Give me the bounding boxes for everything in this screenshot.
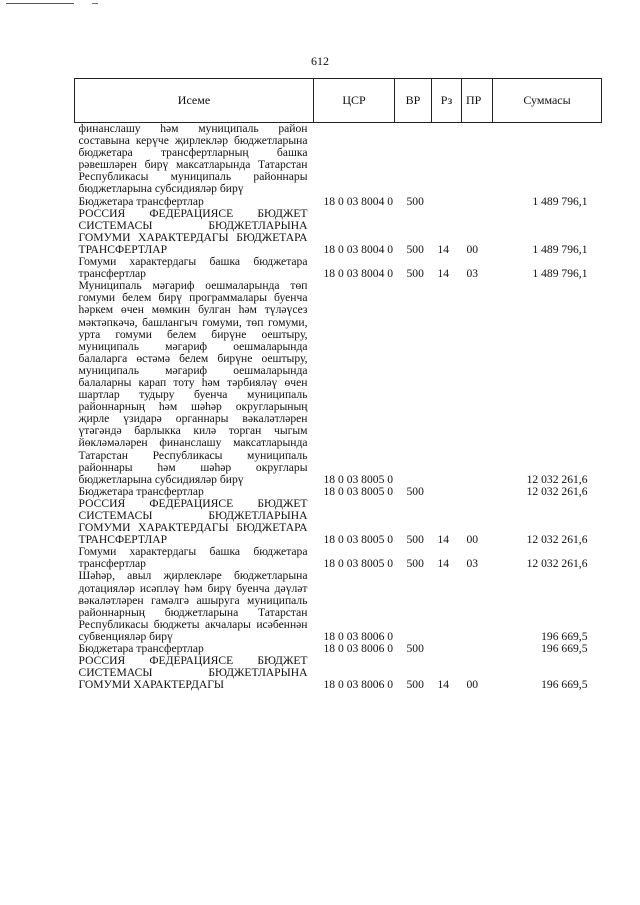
row-csr [314, 123, 395, 196]
row-name: финанслашу һәм муниципаль район составына керүче җирлекләр бюджетларына бюджетара трансфертларның башка рәвешләрен бирү максатларында Татарстан Республикасы муниципаль районнары бюджетларына субсидияләр бирү [78, 122, 308, 196]
row-pr: 00 [466, 242, 479, 256]
table-row [75, 280, 602, 486]
row-vr [395, 123, 432, 196]
table-body [75, 123, 602, 692]
row-sum: 1 489 796,1 [532, 267, 588, 281]
table-header [75, 79, 602, 123]
table-row [75, 655, 602, 691]
row-vr: 500 [406, 533, 424, 547]
row-sum [493, 123, 602, 196]
row-sum: 1 489 796,1 [532, 242, 588, 256]
row-rz [432, 643, 462, 655]
row-sum: 12 032 261,6 [526, 472, 588, 486]
table-row [75, 498, 602, 546]
row-pr: 00 [466, 533, 479, 547]
budget-table [74, 78, 602, 691]
column-header-csr: ЦСР [314, 79, 395, 123]
row-csr: 18 0 03 8005 0 [323, 533, 394, 547]
row-sum: 1 489 796,1 [532, 194, 588, 208]
table-row [75, 256, 602, 280]
row-csr: 18 0 03 8005 0 [323, 484, 394, 498]
row-rz [432, 486, 462, 498]
row-rz [432, 123, 462, 196]
row-sum: 196 669,5 [541, 642, 588, 656]
row-sum: 12 032 261,6 [526, 557, 588, 571]
row-csr: 18 0 03 8004 0 [323, 194, 394, 208]
row-vr [395, 570, 432, 643]
row-name: РОССИЯ ФЕДЕРАЦИЯСЕ БЮДЖЕТ СИСТЕМАСЫ БЮДЖЕТЛАРЫНА ГОМУМИ ХАРАКТЕРДАГЫ БЮДЖЕТАРА ТРАНСФЕРТЛАР [78, 206, 308, 256]
row-vr: 500 [406, 484, 424, 498]
row-rz: 14 [437, 533, 450, 547]
row-rz [432, 280, 462, 486]
row-name: Гомуми характердагы башка бюджетара трансфертлар [78, 255, 308, 281]
row-rz: 14 [437, 678, 450, 692]
row-csr: 18 0 03 8004 0 [323, 267, 394, 281]
row-sum: 196 669,5 [541, 629, 588, 643]
row-pr [462, 643, 493, 655]
row-name: Бюджетара трансфертлар [78, 484, 204, 498]
row-pr [462, 123, 493, 196]
row-rz: 14 [437, 267, 450, 281]
table-row [75, 196, 602, 208]
row-rz [432, 196, 462, 208]
row-vr: 500 [406, 557, 424, 571]
row-sum: 196 669,5 [541, 678, 588, 692]
row-pr [462, 570, 493, 643]
table-row [75, 123, 602, 196]
row-vr: 500 [406, 194, 424, 208]
row-csr: 18 0 03 8006 0 [323, 678, 394, 692]
row-csr: 18 0 03 8004 0 [323, 242, 394, 256]
row-csr: 18 0 03 8005 0 [323, 557, 394, 571]
row-csr: 18 0 03 8006 0 [323, 629, 394, 643]
table-row [75, 570, 602, 643]
row-name: Муниципаль мәгариф оешмаларында төп гомуми белем бирү программалары буенча һәркем өчен мөмкин булган һәм түләүсез мәктәпкәчә, башлангыч гомуми, төп гомуми, урта гомуми белем бирүне оештыру, муниципаль мәгариф оешмаларында балаларга өстәмә белем бирүне оештыру, муниципаль мәгариф оешмаларында балаларны карап тоту һәм тәрбияләү өчен шартлар тудыру буенча муниципаль районнарның һәм шәһәр округларының җирле үзидарә органнары вәкаләтләрен үтәгәндә барлыкка килә торган чыгым йөкләмәләрен финанслашу максатларында Татарстан Республикасы муниципаль районнары һәм шәһәр округлары бюджетларына субсидияләр бирү [78, 279, 308, 486]
row-pr: 03 [466, 267, 479, 281]
scan-edge-mark-small [92, 3, 98, 4]
scan-edge-mark [6, 3, 74, 4]
row-vr: 500 [406, 267, 424, 281]
row-vr: 500 [406, 642, 424, 656]
row-rz: 14 [437, 242, 450, 256]
row-name: Бюджетара трансфертлар [78, 194, 204, 208]
table-row [75, 546, 602, 570]
table-row [75, 208, 602, 256]
row-rz [432, 570, 462, 643]
column-header-vr: ВР [395, 79, 432, 123]
row-vr: 500 [406, 678, 424, 692]
column-header-rz: Рз [432, 79, 462, 123]
row-name: Бюджетара трансфертлар [78, 642, 204, 656]
row-pr [462, 196, 493, 208]
row-sum: 12 032 261,6 [526, 484, 588, 498]
row-pr [462, 280, 493, 486]
column-header-name: Исеме [75, 79, 314, 123]
row-csr: 18 0 03 8005 0 [323, 472, 394, 486]
row-pr: 00 [466, 678, 479, 692]
row-vr: 500 [406, 242, 424, 256]
row-vr [395, 280, 432, 486]
row-name: РОССИЯ ФЕДЕРАЦИЯСЕ БЮДЖЕТ СИСТЕМАСЫ БЮДЖЕТЛАРЫНА ГОМУМИ ХАРАКТЕРДАГЫ БЮДЖЕТАРА ТРАНСФЕРТЛАР [78, 496, 308, 547]
column-header-pr: ПР [462, 79, 493, 123]
row-name: РОССИЯ ФЕДЕРАЦИЯСЕ БЮДЖЕТ СИСТЕМАСЫ БЮДЖЕТЛАРЫНА ГОМУМИ ХАРАКТЕРДАГЫ [78, 654, 308, 692]
row-name: Гомуми характердагы башка бюджетара трансфертлар [78, 545, 308, 571]
page-number: 612 [311, 54, 329, 68]
row-pr: 03 [466, 557, 479, 571]
row-name: Шәһәр, авыл җирлекләре бюджетларына дотацияләр исәпләү һәм бирү буенча дәүләт вәкаләтләрен гамәлгә ашыруга муниципаль районнарның бюджетларына Татарстан Республикасы бюджеты акчалары исәбеннән субвенцияләр бирү [78, 569, 308, 643]
row-sum: 12 032 261,6 [526, 533, 588, 547]
row-csr: 18 0 03 8006 0 [323, 642, 394, 656]
row-rz: 14 [437, 557, 450, 571]
column-header-sum: Суммасы [493, 79, 602, 123]
row-pr [462, 486, 493, 498]
